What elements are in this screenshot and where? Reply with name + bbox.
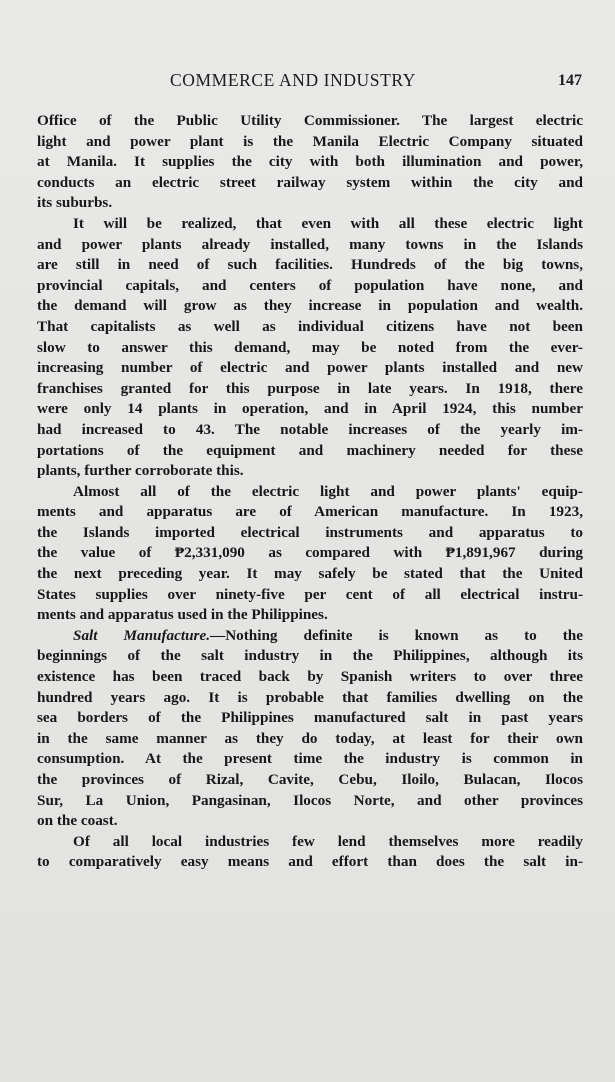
text-line: ments and apparatus used in the Philippines. <box>37 606 328 624</box>
text-line: provincial capitals, and centers of population have none, and <box>37 276 583 294</box>
text-line: consumption. At the present time the industry is common in <box>37 750 583 768</box>
text-line: existence has been traced back by Spanish writers to over three <box>37 668 583 686</box>
body-text <box>37 111 583 873</box>
text-line: franchises granted for this purpose in late years. In 1918, there <box>37 379 583 397</box>
text-line: Almost all of the electric light and power plants' equip- <box>73 482 583 500</box>
text-line: the demand will grow as they increase in population and wealth. <box>37 297 583 315</box>
text-run: —Nothing definite is known as to the <box>210 626 583 644</box>
text-line: sea borders of the Philippines manufactured salt in past years <box>37 709 583 727</box>
paragraph-5 <box>37 832 583 873</box>
paragraph-1 <box>37 111 583 214</box>
text-line: beginnings of the salt industry in the Philippines, although its <box>37 647 583 665</box>
text-line: light and power plant is the Manila Electric Company situated <box>37 132 583 150</box>
text-line: States supplies over ninety-five per cent of all electrical instru- <box>37 585 583 603</box>
text-line: Of all local industries few lend themselves more readily <box>73 832 583 850</box>
text-line: plants, further corroborate this. <box>37 462 244 480</box>
text-line: to comparatively easy means and effort than does the salt in- <box>37 853 583 871</box>
text-line: increasing number of electric and power plants installed and new <box>37 359 583 377</box>
text-line: were only 14 plants in operation, and in April 1924, this number <box>37 400 583 418</box>
paragraph-3 <box>37 482 583 626</box>
text-line <box>37 626 583 647</box>
text-line: It will be realized, that even with all these electric light <box>73 214 583 232</box>
text-line: That capitalists as well as individual citizens have not been <box>37 317 583 335</box>
text-line: conducts an electric street railway system within the city and <box>37 173 583 191</box>
text-line: the value of ₱2,331,090 as compared with ₱1,891,967 during <box>37 544 583 562</box>
running-head <box>58 70 586 94</box>
page-number: 147 <box>558 72 582 89</box>
text-line: Sur, La Union, Pangasinan, Ilocos Norte, and other provinces <box>37 791 583 809</box>
text-line: the provinces of Rizal, Cavite, Cebu, Iloilo, Bulacan, Ilocos <box>37 771 583 788</box>
text-line: are still in need of such facilities. Hundreds of the big towns, <box>37 256 583 274</box>
text-line: its suburbs. <box>37 194 113 212</box>
text-line: the Islands imported electrical instruments and apparatus to <box>37 523 583 541</box>
text-line: ments and apparatus are of American manufacture. In 1923, <box>37 503 583 521</box>
text-line: portations of the equipment and machinery needed for these <box>37 441 583 459</box>
text-line: in the same manner as they do today, at least for their own <box>37 729 583 747</box>
text-line: Office of the Public Utility Commissioner. The largest electric <box>37 112 583 129</box>
text-line: slow to answer this demand, may be noted from the ever- <box>37 338 583 356</box>
text-line: and power plants already installed, many towns in the Islands <box>37 235 583 253</box>
paragraph-2 <box>37 214 583 482</box>
running-title: COMMERCE AND INDUSTRY <box>170 70 416 90</box>
section-heading: Salt Manufacture. <box>73 626 210 644</box>
text-line: the next preceding year. It may safely be stated that the United <box>37 565 583 583</box>
text-line: hundred years ago. It is probable that families dwelling on the <box>37 688 583 706</box>
text-line: on the coast. <box>37 812 118 830</box>
paragraph-4 <box>37 626 583 832</box>
text-line: had increased to 43. The notable increases of the yearly im- <box>37 420 583 438</box>
text-line: at Manila. It supplies the city with both illumination and power, <box>37 153 583 171</box>
